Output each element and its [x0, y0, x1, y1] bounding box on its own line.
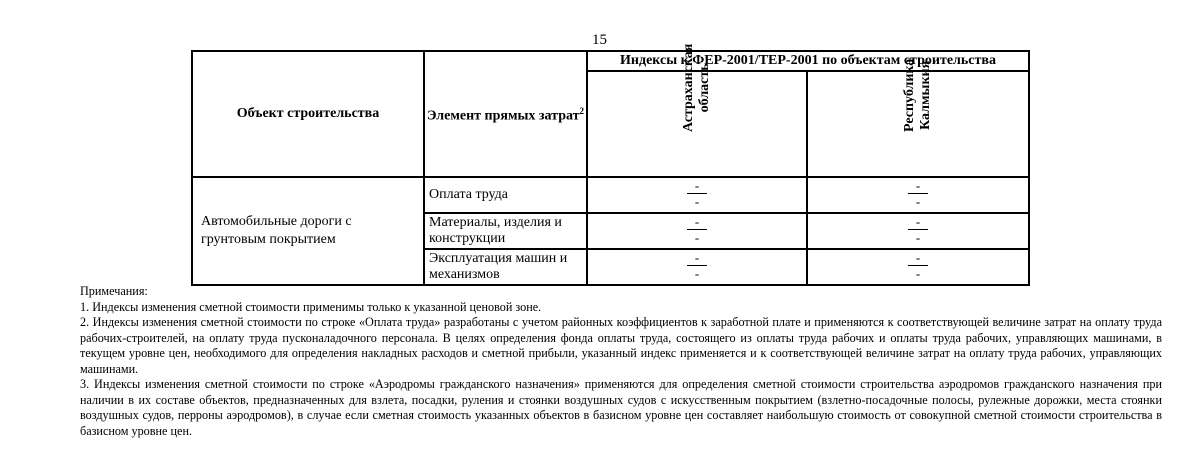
- element-cell: [424, 213, 587, 249]
- value-cell: [587, 249, 807, 285]
- element-label: Оплата труда: [429, 187, 509, 202]
- value-bottom: -: [694, 230, 700, 245]
- header-element-label: Элемент прямых затрат: [426, 108, 580, 124]
- value-cell: [587, 213, 807, 249]
- header-element: [424, 51, 587, 177]
- value-top: -: [908, 180, 928, 194]
- header-object-label: Объект строительства: [236, 106, 380, 121]
- value-cell: [807, 213, 1029, 249]
- notes-section: [80, 284, 1162, 439]
- value-top: -: [908, 216, 928, 230]
- price-index-table: [191, 43, 1030, 286]
- element-cell: [424, 249, 587, 285]
- header-element-footnote: 2: [579, 106, 585, 117]
- value-bottom: -: [915, 230, 921, 245]
- notes-title: Примечания:: [80, 284, 148, 298]
- value-bottom: -: [915, 194, 921, 209]
- value-cell: [807, 177, 1029, 213]
- page-number: 15: [592, 32, 607, 48]
- header-index-group-label: Индексы к ФЕР-2001/ТЕР-2001 по объектам строительства: [620, 53, 996, 68]
- value-cell: [587, 177, 807, 213]
- value-top: -: [687, 180, 707, 194]
- region-kalmykia-line2: Калмыкия: [918, 60, 933, 130]
- element-cell: [424, 177, 587, 213]
- region-kalmykia-line1: Республика: [902, 58, 917, 132]
- table-row: [192, 177, 1029, 213]
- value-bottom: -: [915, 266, 921, 281]
- note-item-1: 1. Индексы изменения сметной стоимости применимы только к указанной ценовой зоне.: [80, 299, 542, 314]
- header-object: [192, 51, 424, 177]
- object-name: Автомобильные дороги с грунтовым покрытием: [201, 214, 352, 247]
- object-name-cell: [192, 177, 424, 285]
- header-index-group: [587, 51, 1029, 71]
- value-top: -: [908, 252, 928, 266]
- element-label: Материалы, изделия и конструкции: [429, 215, 562, 246]
- note-item-3: 3. Индексы изменения сметной стоимости по строке «Аэродромы гражданского назначения» применяются для определения сметной стоимости строительства аэродромов гражданского назначения при наличии в их составе объектов, предназначенных для взлета, посадки, руления и стоянки воздушных судов с искусственным покрытием (взлетно-посадочные полосы, рулежные дорожки, места стоянки воздушных судов, перроны аэродромов), в случае если сметная стоимость указанных объектов в базисном уровне цен составляет наибольшую стоимость от совокупной сметной стоимости строительства в базисном уровне цен.: [80, 377, 1162, 438]
- value-bottom: -: [694, 266, 700, 281]
- value-top: -: [687, 216, 707, 230]
- element-label: Эксплуатация машин и механизмов: [429, 251, 568, 282]
- header-region-kalmykia: [807, 58, 1029, 177]
- header-region-astrakhan: [587, 43, 807, 177]
- value-cell: [807, 249, 1029, 285]
- value-top: -: [687, 252, 707, 266]
- region-astrakhan-line2: область: [697, 63, 712, 113]
- note-item-2: 2. Индексы изменения сметной стоимости по строке «Оплата труда» разработаны с учетом районных коэффициентов к заработной плате и применяются к соответствующей величине затрат на оплату труда рабочих-строителей, на оплату труда пусконаладочного персонала. В целях определения фонда оплаты труда, состоящего из оплаты труда рабочих и оплаты труда рабочих, управляющих машинами, в текущем уровне цен, необходимого для определения накладных расходов и сметной прибыли, указанный индекс применяется и к соответствующей величине затрат на оплату труда рабочих, управляющих машинами.: [80, 315, 1162, 376]
- region-astrakhan-line1: Астраханская: [681, 43, 696, 132]
- value-bottom: -: [694, 194, 700, 209]
